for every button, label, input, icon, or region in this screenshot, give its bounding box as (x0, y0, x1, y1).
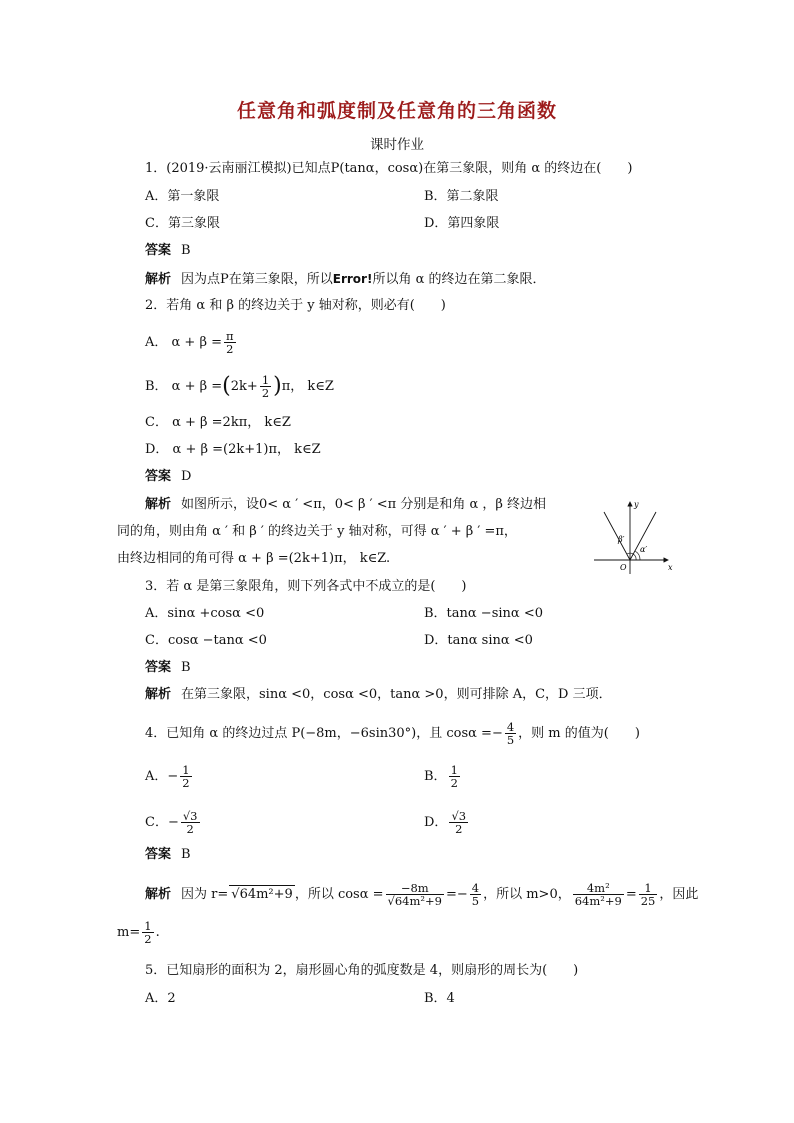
numerator: √3 (182, 809, 198, 823)
denominator: 25 (640, 894, 656, 908)
answer-label: 答案 (145, 469, 172, 484)
answer-label: 答案 (145, 660, 172, 675)
q4-option-d (424, 810, 470, 835)
option-text: B． (424, 769, 447, 784)
answer-value: B (181, 660, 191, 675)
analysis-text: 所以角 α 的终边在第二象限． (372, 272, 546, 287)
q3-option-d: D．tanα sinα <0 (424, 633, 533, 648)
q2-analysis-line2: 同的角，则由角 α ′ 和 β ′ 的终边关于 y 轴对称，可得 α ′ + β ′ =π， (117, 524, 517, 539)
q3-analysis (145, 686, 612, 704)
y-label: y (634, 500, 639, 509)
numerator: 1 (639, 882, 658, 895)
denominator: 2 (182, 776, 190, 790)
page-subtitle: 课时作业 (370, 137, 424, 153)
numerator: 4m² (573, 882, 624, 895)
page-title: 任意角和弧度制及任意角的三角函数 (236, 100, 557, 122)
fraction (180, 764, 191, 789)
analysis-text: ，所以 m>0， (483, 887, 571, 902)
q4-answer (145, 846, 191, 864)
fraction (470, 882, 481, 907)
denominator: 2 (186, 822, 194, 836)
alpha-label: α′ (640, 545, 648, 554)
q4-analysis-line1 (145, 882, 698, 907)
analysis-label: 解析 (145, 497, 172, 512)
q4-option-b (424, 764, 462, 789)
answer-label: 答案 (145, 243, 172, 258)
fraction (181, 810, 200, 835)
paren-close: ) (273, 373, 282, 399)
denominator: 2 (450, 776, 458, 790)
q2-analysis-line1 (145, 496, 546, 514)
q3-option-a: A．sinα +cosα <0 (145, 606, 265, 621)
fraction (505, 721, 516, 746)
numerator: 1 (144, 919, 152, 933)
numerator: 1 (450, 763, 458, 777)
numerator: 4 (471, 881, 480, 895)
q1-analysis (145, 270, 545, 289)
option-text: B． α + β = (145, 379, 223, 394)
fraction (386, 882, 444, 907)
denominator: 64m²+9 (574, 894, 622, 908)
denominator: 2 (455, 822, 463, 836)
numerator: 4 (506, 720, 515, 734)
answer-value: B (181, 243, 191, 258)
option-text: A． α + β = (145, 335, 222, 350)
analysis-text: 如图所示，设0< α ′ <π，0< β ′ <π 分别是和角 α ，β 终边相 (181, 497, 547, 512)
fraction (639, 882, 658, 907)
analysis-text: 因为 r= (181, 887, 229, 902)
q1-option-c: C．第三象限 (145, 216, 220, 231)
analysis-text: =− (445, 887, 468, 902)
numerator: √3 (451, 809, 467, 823)
fraction (449, 810, 468, 835)
q2-option-a (145, 330, 238, 355)
q2-analysis-line3: 由终边相同的角可得 α + β =(2k+1)π， k∈Z. (117, 551, 391, 566)
option-text: A．− (145, 769, 179, 784)
q1-answer (145, 242, 191, 260)
fraction (449, 764, 460, 789)
analysis-text: ，因此 (659, 887, 699, 902)
q5-option-b: B．4 (424, 991, 455, 1006)
analysis-label: 解析 (145, 687, 172, 702)
fraction (573, 882, 624, 907)
sqrt-expression: √64m²+9 (231, 887, 293, 902)
analysis-text: = (625, 887, 637, 902)
terminal-side-beta (604, 512, 630, 560)
q2-option-d: D． α + β =(2k+1)π， k∈Z (145, 442, 321, 457)
analysis-label: 解析 (145, 272, 172, 287)
q2-option-b (145, 374, 334, 399)
beta-label: β′ (618, 535, 625, 544)
analysis-text: m= (117, 925, 141, 940)
stem-text: 4．已知角 α 的终边过点 P(−8m，−6sin30°)，且 cosα =− (145, 726, 503, 741)
x-label: x (668, 563, 673, 572)
q1-stem: 1．(2019·云南丽江模拟)已知点P(tanα，cosα)在第三象限，则角 α 的终边在( ) (145, 161, 633, 176)
q2-option-c: C． α + β =2kπ， k∈Z (145, 415, 291, 430)
option-text: 2k+ (230, 379, 258, 394)
q1-option-a: A．第一象限 (145, 189, 220, 204)
option-text: π， k∈Z (281, 379, 334, 394)
numerator: −8m (386, 882, 444, 895)
denominator: 5 (471, 894, 480, 908)
fraction (260, 374, 271, 399)
denominator: √64m²+9 (387, 894, 442, 908)
numerator: π (226, 329, 234, 343)
paren-open: ( (222, 373, 231, 399)
analysis-text: ，所以 cosα = (294, 887, 384, 902)
fraction (224, 330, 236, 355)
analysis-text: 在第三象限，sinα <0，cosα <0，tanα >0，则可排除 A，C，D 三项． (181, 687, 612, 702)
denominator: 2 (144, 932, 152, 946)
q3-option-b: B．tanα −sinα <0 (424, 606, 543, 621)
q5-stem: 5．已知扇形的面积为 2，扇形圆心角的弧度数是 4，则扇形的周长为( ) (145, 963, 579, 978)
answer-value: D (181, 469, 192, 484)
numerator: 1 (182, 763, 190, 777)
q2-stem: 2．若角 α 和 β 的终边关于 y 轴对称，则必有( ) (145, 298, 446, 313)
q5-option-a: A．2 (145, 991, 176, 1006)
option-text: C．− (145, 815, 179, 830)
error-text: Error! (332, 272, 373, 286)
q3-stem: 3．若 α 是第三象限角，则下列各式中不成立的是( ) (145, 579, 467, 594)
denominator: 2 (226, 342, 234, 356)
angle-diagram (592, 498, 682, 578)
fraction (142, 920, 153, 945)
option-text: D． (424, 815, 448, 830)
q2-answer (145, 468, 191, 486)
q3-answer (145, 659, 191, 677)
q4-option-a (145, 764, 194, 789)
denominator: 5 (506, 733, 515, 747)
denominator: 2 (261, 386, 270, 400)
stem-text: ，则 m 的值为( ) (518, 726, 640, 741)
q1-option-d: D．第四象限 (424, 216, 500, 231)
analysis-text: . (155, 925, 160, 940)
q1-option-b: B．第二象限 (424, 189, 499, 204)
q4-option-c (145, 810, 202, 835)
answer-label: 答案 (145, 847, 172, 862)
analysis-text: 因为点P在第三象限，所以 (181, 272, 333, 287)
radicand: 64m²+9 (239, 887, 293, 902)
answer-value: B (181, 847, 191, 862)
analysis-label: 解析 (145, 887, 172, 902)
numerator: 1 (261, 373, 270, 387)
q3-option-c: C．cosα −tanα <0 (145, 633, 267, 648)
origin-label: O (620, 563, 627, 572)
q4-analysis-line2 (117, 920, 160, 945)
q4-stem (145, 721, 640, 746)
